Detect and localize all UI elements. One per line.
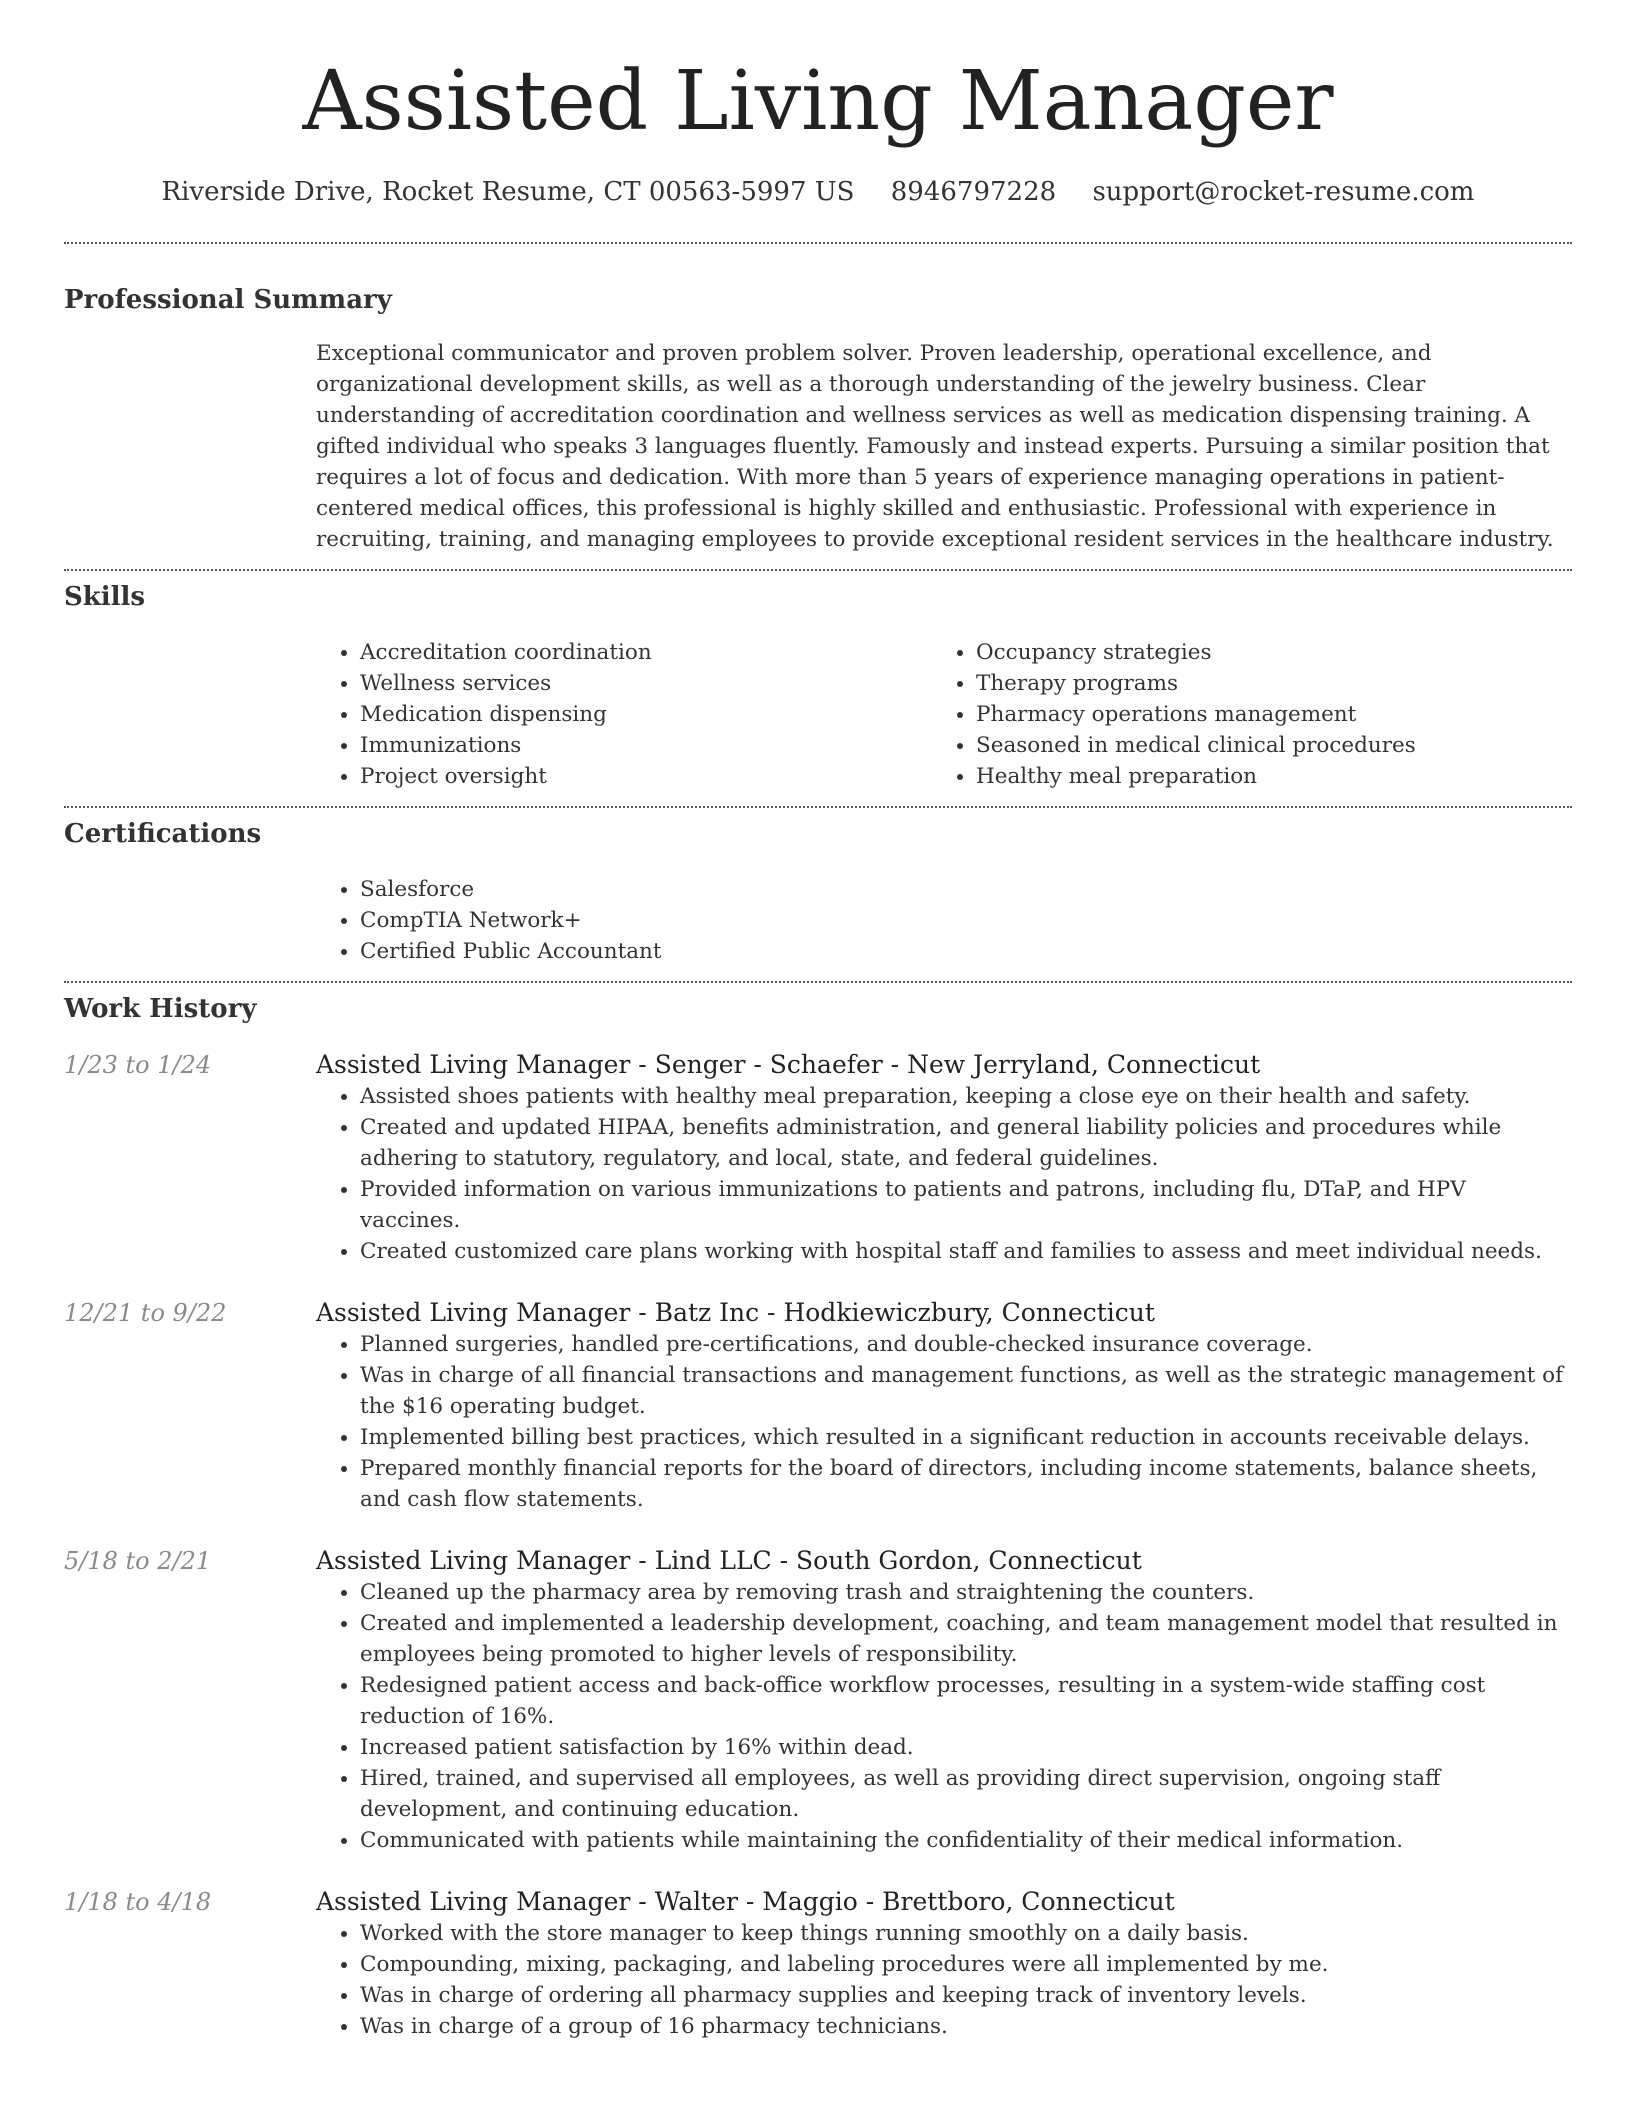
skill-item: • Wellness services [360, 668, 932, 699]
job-heading: Assisted Living Manager - Walter - Maggio - Brettboro, Connecticut [316, 1887, 1175, 1916]
job-bullet: • Planned surgeries, handled pre-certifications, and double-checked insurance coverage. [360, 1329, 1572, 1360]
job-bullets [316, 1081, 1572, 1267]
job-entry [64, 1886, 1572, 2042]
contact-line [64, 176, 1572, 208]
certifications-title: Certifications [64, 819, 262, 849]
job-bullet: • Assisted shoes patients with healthy meal preparation, keeping a close eye on their health and safety. [360, 1081, 1572, 1112]
job-entry [64, 1049, 1572, 1267]
skill-item: • Project oversight [360, 761, 932, 792]
work-history-section [64, 983, 1572, 2042]
job-bullet: • Created and implemented a leadership development, coaching, and team management model that resulted in employees being promoted to higher levels of responsibility. [360, 1608, 1572, 1670]
skill-item: • Seasoned in medical clinical procedures [976, 730, 1548, 761]
job-bullet: • Worked with the store manager to keep things running smoothly on a daily basis. [360, 1918, 1572, 1949]
certifications-list [316, 874, 1572, 967]
certifications-section [64, 808, 1572, 981]
skills-list-right [932, 637, 1548, 792]
candidate-name: Assisted Living Manager [302, 54, 1334, 149]
certification-item: • Certified Public Accountant [360, 936, 1572, 967]
job-bullet: • Cleaned up the pharmacy area by removing trash and straightening the counters. [360, 1577, 1572, 1608]
skill-item: • Immunizations [360, 730, 932, 761]
job-bullet: • Communicated with patients while maintaining the confidentiality of their medical information. [360, 1825, 1572, 1856]
contact-phone: 8946797228 [890, 177, 1057, 207]
skill-item: • Healthy meal preparation [976, 761, 1548, 792]
job-entry [64, 1297, 1572, 1515]
job-dates: 5/18 to 2/21 [64, 1547, 212, 1575]
summary-section [64, 244, 1572, 569]
job-bullets [316, 1918, 1572, 2042]
skill-item: • Therapy programs [976, 668, 1548, 699]
skills-list-left [316, 637, 932, 792]
job-bullet: • Was in charge of a group of 16 pharmacy technicians. [360, 2011, 1572, 2042]
skills-title: Skills [64, 582, 146, 612]
job-bullets [316, 1577, 1572, 1856]
job-heading: Assisted Living Manager - Senger - Schaefer - New Jerryland, Connecticut [316, 1050, 1261, 1079]
skill-item: • Pharmacy operations management [976, 699, 1548, 730]
job-bullet: • Was in charge of all financial transactions and management functions, as well as the strategic management of the $16 operating budget. [360, 1360, 1572, 1422]
job-bullet: • Redesigned patient access and back-office workflow processes, resulting in a system-wide staffing cost reduction of 16%. [360, 1670, 1572, 1732]
summary-title: Professional Summary [64, 285, 392, 315]
contact-email: support@rocket-resume.com [1092, 177, 1475, 207]
job-dates: 1/23 to 1/24 [64, 1051, 212, 1079]
certification-item: • Salesforce [360, 874, 1572, 905]
contact-address: Riverside Drive, Rocket Resume, CT 00563-5997 US [161, 177, 855, 207]
job-bullet: • Created customized care plans working with hospital staff and families to assess and meet individual needs. [360, 1236, 1572, 1267]
job-bullets [316, 1329, 1572, 1515]
job-bullet: • Implemented billing best practices, which resulted in a significant reduction in accounts receivable delays. [360, 1422, 1572, 1453]
skill-item: • Occupancy strategies [976, 637, 1548, 668]
summary-text: Exceptional communicator and proven problem solver. Proven leadership, operational excellence, and organizational development skills, as well as a thorough understanding of the jewelry business. Clear understanding of accreditation coordination and wellness services as well as medication dispensing training. A gifted individual who speaks 3 languages fluently. Famously and instead experts. Pursuing a similar position that requires a lot of focus and dedication. With more than 5 years of experience managing operations in patient-centered medical offices, this professional is highly skilled and enthusiastic. Professional with experience in recruiting, training, and managing employees to provide exceptional resident services in the healthcare industry. [316, 341, 1554, 552]
job-bullet: • Hired, trained, and supervised all employees, as well as providing direct supervision, ongoing staff development, and continuing education. [360, 1763, 1572, 1825]
job-bullet: • Increased patient satisfaction by 16% within dead. [360, 1732, 1572, 1763]
job-dates: 1/18 to 4/18 [64, 1888, 212, 1916]
job-entry [64, 1545, 1572, 1856]
skills-section [64, 571, 1572, 806]
skill-item: • Accreditation coordination [360, 637, 932, 668]
resume-page [64, 0, 1572, 2042]
job-bullet: • Provided information on various immunizations to patients and patrons, including flu, DTaP, and HPV vaccines. [360, 1174, 1572, 1236]
job-heading: Assisted Living Manager - Batz Inc - Hodkiewiczbury, Connecticut [316, 1298, 1155, 1327]
job-bullet: • Prepared monthly financial reports for the board of directors, including income statements, balance sheets, and cash flow statements. [360, 1453, 1572, 1515]
job-bullet: • Was in charge of ordering all pharmacy supplies and keeping track of inventory levels. [360, 1980, 1572, 2011]
work-history-title: Work History [64, 994, 257, 1024]
job-heading: Assisted Living Manager - Lind LLC - South Gordon, Connecticut [316, 1546, 1142, 1575]
job-bullet: • Compounding, mixing, packaging, and labeling procedures were all implemented by me. [360, 1949, 1572, 1980]
job-bullet: • Created and updated HIPAA, benefits administration, and general liability policies and procedures while adhering to statutory, regulatory, and local, state, and federal guidelines. [360, 1112, 1572, 1174]
job-dates: 12/21 to 9/22 [64, 1299, 227, 1327]
skill-item: • Medication dispensing [360, 699, 932, 730]
certification-item: • CompTIA Network+ [360, 905, 1572, 936]
